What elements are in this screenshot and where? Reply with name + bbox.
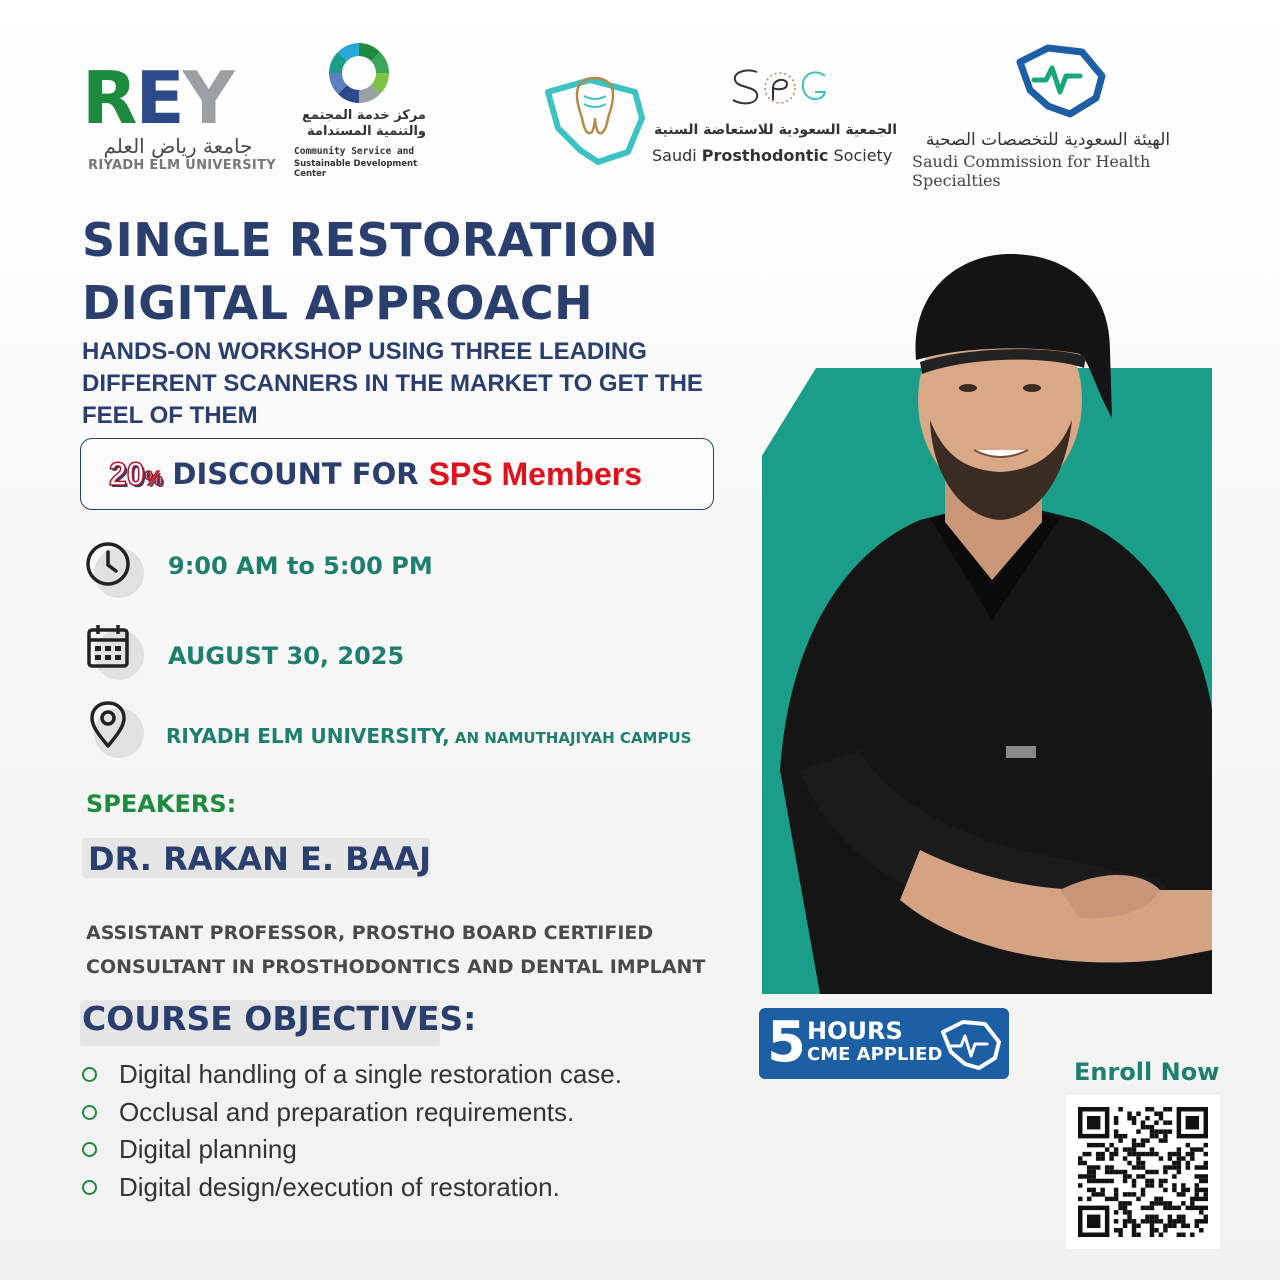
sps-english-name: Saudi Prosthodontic Society: [652, 146, 893, 165]
objectives-title: COURSE OBJECTIVES:: [82, 999, 477, 1038]
workshop-title-line1: SINGLE RESTORATION: [82, 213, 659, 267]
community-center-arabic-line1: مركز خدمة المجتمع: [302, 108, 426, 123]
community-center-english-line2: Sustainable Development Center: [294, 159, 418, 179]
event-date: AUGUST 30, 2025: [168, 642, 405, 670]
discount-text: DISCOUNT FOR: [172, 457, 419, 491]
event-location: RIYADH ELM UNIVERSITY, AN NAMUTHAJIYAH CAMPUS: [166, 724, 692, 748]
discount-percentage: 20%: [109, 455, 163, 492]
location-pin-icon: [84, 700, 144, 760]
cme-hours-label: HOURS: [807, 1017, 903, 1045]
event-time: 9:00 AM to 5:00 PM: [168, 552, 433, 580]
circle-bullet-icon: [82, 1067, 97, 1082]
speaker-name: DR. RAKAN E. BAAJ: [88, 840, 431, 878]
calendar-icon: [84, 622, 144, 682]
discount-banner: [80, 438, 714, 510]
qr-code-icon: [1078, 1107, 1208, 1237]
enroll-now-label: Enroll Now: [1074, 1058, 1220, 1086]
scfhs-english-name: Saudi Commission for Health Specialties: [912, 152, 1151, 190]
sps-wordmark-icon: [725, 60, 835, 115]
saudi-map-heartbeat-logo-icon: [1008, 40, 1108, 120]
riyadh-elm-university-logo: [82, 56, 282, 177]
cme-applied-label: CME APPLIED: [807, 1044, 943, 1065]
community-service-center-logo: [292, 42, 442, 177]
discount-sps-members: SPS Members: [428, 455, 642, 492]
circle-bullet-icon: [82, 1142, 97, 1157]
objective-item: Digital planning: [80, 1131, 622, 1169]
saudi-map-tooth-icon: [540, 70, 650, 165]
rey-arabic-name: جامعة رياض العلم: [103, 134, 253, 158]
enroll-qr-code[interactable]: [1066, 1095, 1220, 1249]
objective-item: Digital design/execution of restoration.: [80, 1169, 622, 1207]
workshop-subtitle: HANDS-ON WORKSHOP USING THREE LEADING DIFFERENT SCANNERS IN THE MARKET TO GET THE FEEL OF THEM: [82, 338, 703, 429]
sdg-ring-icon: [328, 42, 390, 104]
cme-badge: [759, 1008, 1009, 1079]
speaker-photo: [760, 250, 1212, 994]
saudi-map-heartbeat-icon: [937, 1016, 1003, 1072]
scfhs-arabic-name: الهيئة السعودية للتخصصات الصحية: [925, 130, 1171, 150]
sps-arabic-name: الجمعية السعودية للاستعاضة السنية: [654, 122, 897, 138]
scfhs-logo: [908, 40, 1218, 190]
rey-english-name: RIYADH ELM UNIVERSITY: [88, 158, 276, 173]
rey-letters: REY: [82, 56, 233, 140]
objectives-list: [80, 1056, 622, 1206]
circle-bullet-icon: [82, 1180, 97, 1195]
clock-icon: [84, 540, 144, 600]
saudi-prosthodontic-society-logo: [540, 60, 900, 175]
community-center-english-line1: Community Service and: [294, 146, 415, 157]
community-center-arabic-line2: والتنمية المستدامة: [307, 124, 426, 139]
speakers-label: SPEAKERS:: [86, 790, 237, 818]
speaker-role: ASSISTANT PROFESSOR, PROSTHO BOARD CERTIFIED CONSULTANT IN PROSTHODONTICS AND DENTAL IMPLANT: [86, 922, 706, 978]
objective-item: Digital handling of a single restoration case.: [80, 1056, 622, 1094]
circle-bullet-icon: [82, 1105, 97, 1120]
cme-hours-number: 5: [767, 1010, 806, 1075]
objective-item: Occlusal and preparation requirements.: [80, 1094, 622, 1132]
workshop-title-line2: DIGITAL APPROACH: [82, 276, 594, 330]
